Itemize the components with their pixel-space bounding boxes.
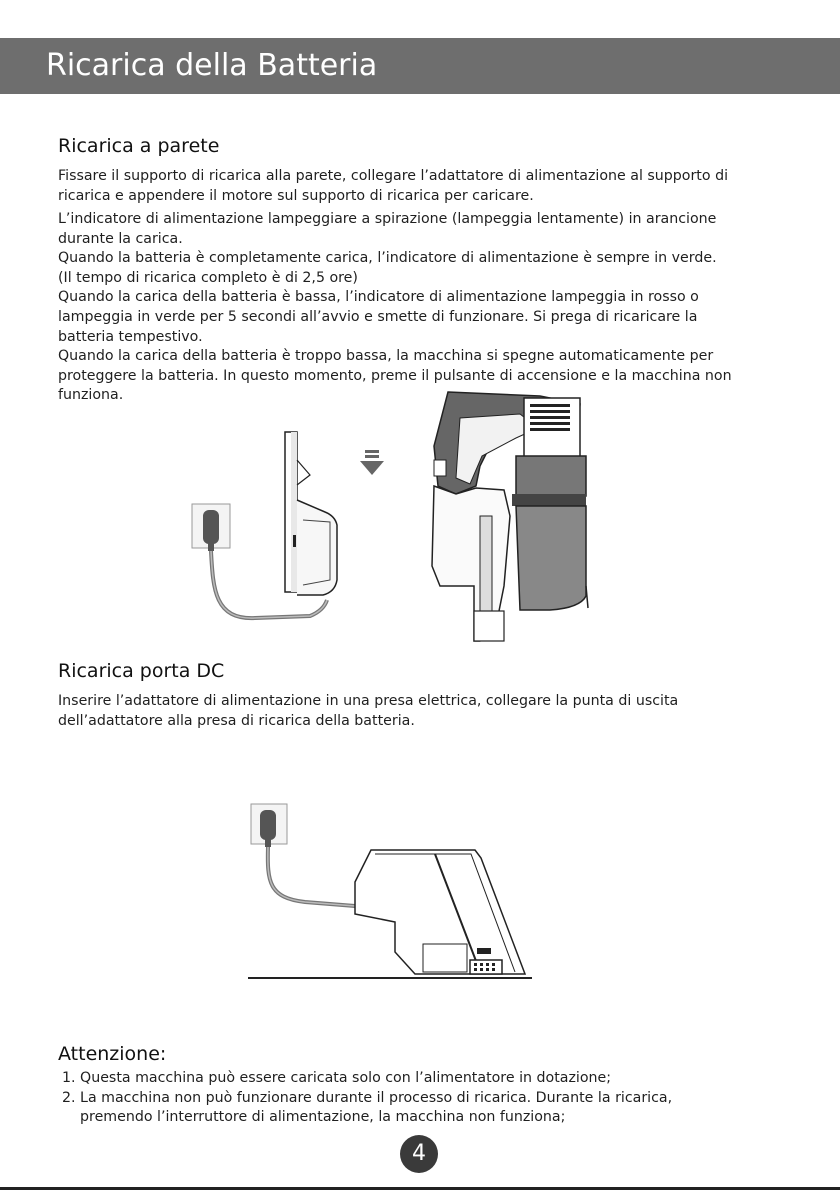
text-line: proteggere la batteria. In questo momento, preme il pulsante di accensione e la macchina non	[58, 367, 732, 384]
text-line: funziona.	[58, 387, 124, 404]
section-title-wall: Ricarica a parete	[58, 135, 220, 157]
text-line: Quando la batteria è completamente carica, l’indicatore di alimentazione è sempre in verde.	[58, 250, 717, 267]
attention-list	[62, 1069, 762, 1128]
text-line: (Il tempo di ricarica completo è di 2,5 ore)	[58, 269, 358, 286]
wall-dock-illustration	[185, 430, 355, 630]
charging-dock-illustration	[245, 802, 535, 984]
text-line: L’indicatore di alimentazione lampeggiare a spirazione (lampeggia lentamente) in arancione	[58, 211, 717, 227]
text-line: Quando la carica della batteria è troppo bassa, la macchina si spegne automaticamente per	[58, 348, 714, 365]
footer-divider	[0, 1187, 840, 1190]
attention-title: Attenzione:	[58, 1043, 167, 1065]
list-item: premendo l’interruttore di alimentazione, la macchina non funziona;	[62, 1109, 566, 1126]
text-line: Quando la carica della batteria è bassa, l’indicatore di alimentazione lampeggia in rosso o	[58, 289, 699, 306]
page-title: Ricarica della Batteria	[46, 48, 378, 83]
wall-socket-icon	[192, 504, 230, 551]
text-line: durante la carica.	[58, 230, 183, 247]
text-line: dell’adattatore alla presa di ricarica della batteria.	[58, 712, 415, 729]
down-arrow-icon	[358, 448, 388, 478]
text-line: Inserire l’adattatore di alimentazione in una presa elettrica, collegare la punta di uscita	[58, 693, 679, 709]
dc-paragraph	[58, 692, 773, 731]
text-line: ricarica e appendere il motore sul supporto di ricarica per caricare.	[58, 187, 534, 204]
text-line: batteria tempestivo.	[58, 328, 203, 345]
list-item: 2. La macchina non può funzionare durante il processo di ricarica. Durante la ricarica,	[62, 1089, 673, 1106]
wall-socket-icon	[251, 804, 287, 847]
list-item: 1. Questa macchina può essere caricata solo con l’alimentatore in dotazione;	[62, 1070, 612, 1086]
text-line: Fissare il supporto di ricarica alla parete, collegare l’adattatore di alimentazione al supporto di	[58, 168, 729, 184]
header-bar	[0, 38, 840, 94]
text-line: lampeggia in verde per 5 secondi all’avvio e smette di funzionare. Si prega di ricaricare la	[58, 308, 698, 325]
wall-intro-paragraph	[58, 167, 773, 206]
wall-indicator-paragraph	[58, 210, 773, 406]
page-number: 4	[400, 1135, 438, 1173]
section-title-dc: Ricarica porta DC	[58, 660, 225, 682]
vacuum-illustration	[420, 386, 610, 646]
